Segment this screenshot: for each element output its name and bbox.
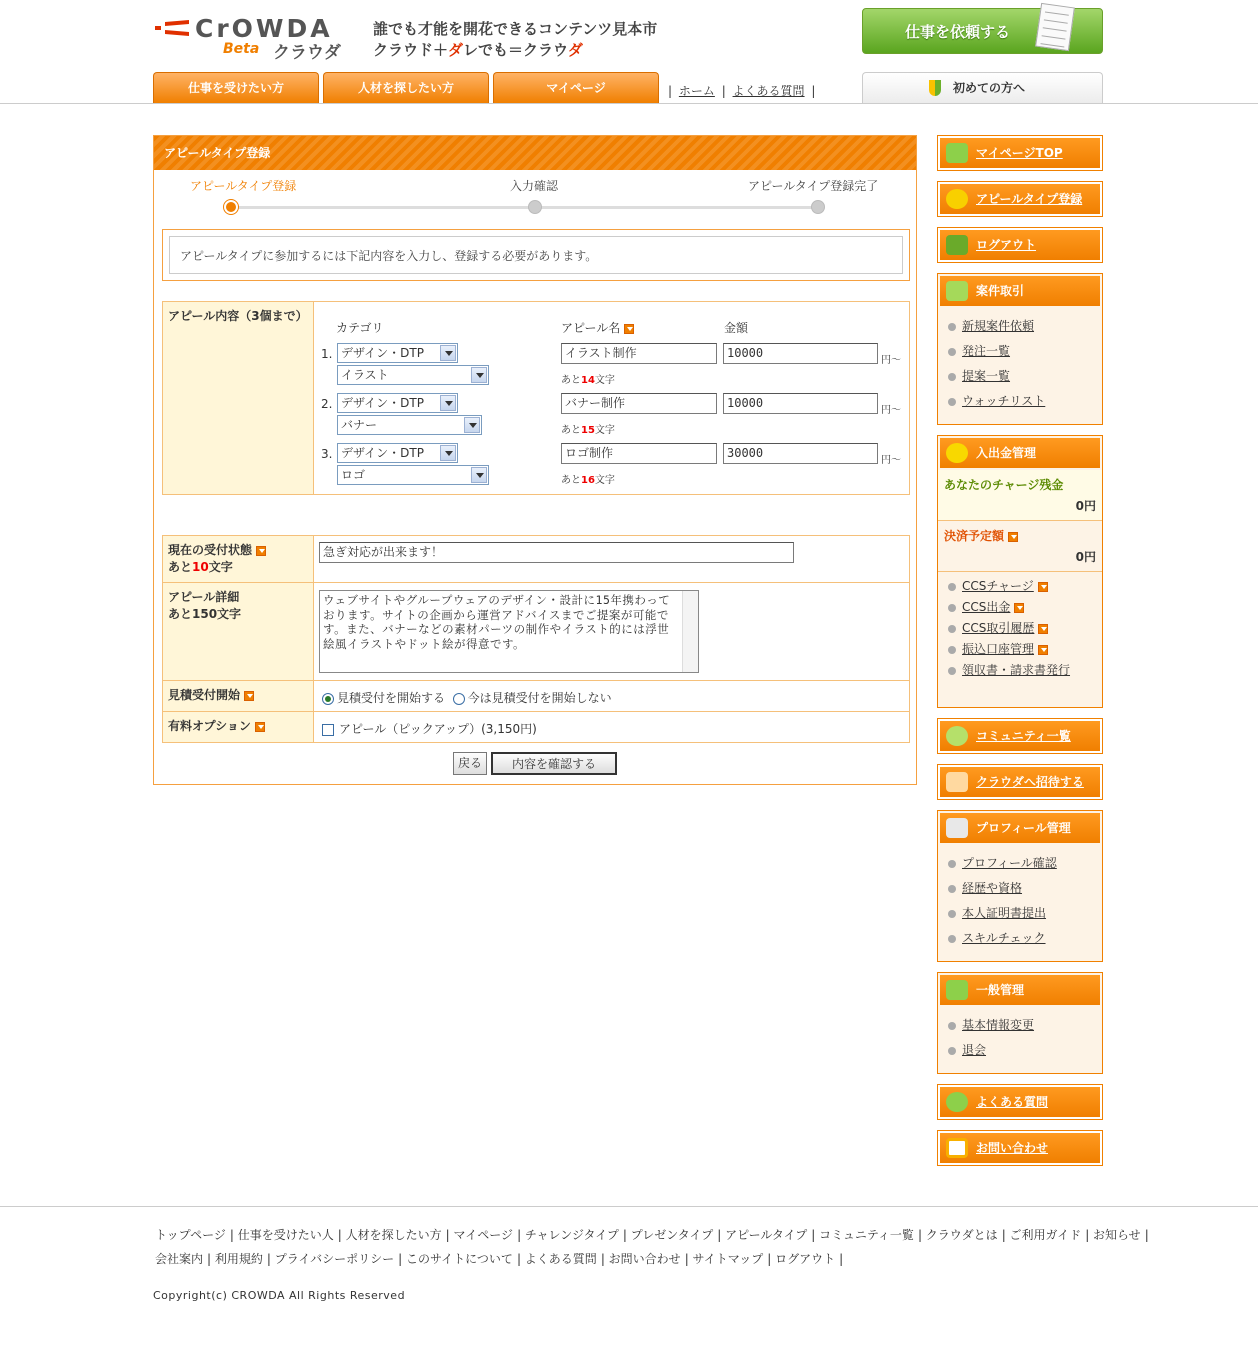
- sidebar-item-id-proof[interactable]: 本人証明書提出: [948, 901, 1102, 926]
- sidebar-item-basic-info[interactable]: 基本情報変更: [948, 1013, 1102, 1038]
- sidebar-item-watchlist[interactable]: ウォッチリスト: [948, 389, 1102, 414]
- detail-textarea[interactable]: ウェブサイトやグループウェアのデザイン・設計に15年携わっております。サイトの企画から運営アドバイスまでご提案が可能です。また、バナーなどの素材パーツの制作やイラスト的には浮世絵風イラストやドット絵が得意です。: [319, 590, 699, 673]
- sidebar-appeal-register[interactable]: アピールタイプ登録: [937, 181, 1103, 217]
- step-dot-current: [224, 200, 238, 214]
- copyright: Copyright(c) CROWDA All Rights Reserved: [153, 1289, 406, 1302]
- help-icon[interactable]: [256, 546, 266, 556]
- notice-text: アピールタイプに参加するには下記内容を入力し、登録する必要があります。: [169, 236, 903, 274]
- appeal-registration-panel: [153, 135, 917, 785]
- contact-icon: [946, 1138, 968, 1158]
- help-icon[interactable]: [1038, 582, 1048, 592]
- footer-link[interactable]: クラウダとは: [925, 1228, 998, 1242]
- footer-link[interactable]: 利用規約: [214, 1252, 263, 1266]
- footer-link[interactable]: よくある質問: [524, 1252, 597, 1266]
- person-icon: [946, 143, 968, 163]
- appeal-name-input-2[interactable]: バナー制作: [561, 393, 717, 414]
- appeal-content-table: [162, 301, 910, 495]
- charge-balance: あなたのチャージ残金 0円: [938, 470, 1102, 521]
- pickup-option-checkbox[interactable]: [322, 724, 334, 736]
- row-number: 2.: [321, 397, 333, 411]
- column-amount: 金額: [724, 321, 749, 335]
- tagline-sub: クラウド＋ダレでも＝クラウダ: [373, 41, 583, 59]
- envelope-icon: [946, 772, 968, 792]
- footer-link[interactable]: チャレンジタイプ: [524, 1228, 619, 1242]
- row-number: 3.: [321, 447, 333, 461]
- footer-link[interactable]: ログアウト: [775, 1252, 836, 1266]
- detail-label: アピール詳細 あと150文字: [163, 583, 314, 681]
- door-icon: [946, 235, 968, 255]
- logo-katakana: クラウダ: [273, 43, 341, 63]
- sidebar-contact[interactable]: お問い合わせ: [937, 1130, 1103, 1166]
- appeal-content-label: アピール内容（3個まで）: [163, 302, 314, 495]
- help-icon[interactable]: [1038, 624, 1048, 634]
- remaining-chars-1: あと14文字: [561, 375, 615, 386]
- dropdown-arrow-icon: [471, 367, 487, 383]
- sidebar-community[interactable]: コミュニティ一覧: [937, 718, 1103, 754]
- help-icon[interactable]: [1014, 603, 1024, 613]
- row-number: 1.: [321, 347, 333, 361]
- panel-title: アピールタイプ登録: [154, 136, 916, 170]
- footer-link[interactable]: プレゼンタイプ: [630, 1228, 714, 1242]
- back-button[interactable]: 戻る: [453, 752, 487, 775]
- footer-link[interactable]: サイトマップ: [692, 1252, 764, 1266]
- footer-link[interactable]: 会社案内: [155, 1252, 204, 1266]
- sidebar-deals-box: [937, 273, 1103, 425]
- footer-link[interactable]: トップページ: [155, 1228, 226, 1242]
- deal-icon: [946, 281, 968, 301]
- sidebar-item-profile-view[interactable]: プロフィール確認: [948, 851, 1102, 876]
- footer-link[interactable]: コミュニティ一覧: [819, 1228, 914, 1242]
- top-links: | ホーム | よくある質問 |: [668, 84, 816, 98]
- help-icon[interactable]: [244, 691, 254, 701]
- user-settings-icon: [946, 980, 968, 1000]
- settlement-balance: 決済予定額 0円: [938, 521, 1102, 572]
- dropdown-arrow-icon: [464, 417, 480, 433]
- first-time-button[interactable]: 初めての方へ: [862, 72, 1103, 103]
- general-title: 一般管理: [976, 983, 1025, 997]
- appeal-detail-table: [162, 535, 910, 743]
- home-link[interactable]: ホーム: [678, 84, 715, 98]
- confirm-button[interactable]: 内容を確認する: [491, 752, 617, 775]
- footer-link[interactable]: このサイトについて: [406, 1252, 513, 1266]
- help-icon[interactable]: [1008, 532, 1018, 542]
- pickup-option-label: アピール（ピックアップ）(3,150円): [339, 722, 537, 736]
- yen-unit: 円〜: [881, 455, 901, 466]
- sidebar-item-career[interactable]: 経歴や資格: [948, 876, 1102, 901]
- column-category: カテゴリ: [336, 321, 384, 335]
- profile-title: プロフィール管理: [976, 821, 1071, 835]
- help-icon[interactable]: [1038, 645, 1048, 655]
- sidebar-general-box: [937, 972, 1103, 1074]
- chat-icon: [946, 726, 968, 746]
- question-icon: [946, 1092, 968, 1112]
- tagline: 誰でも才能を開花できるコンテンツ見本市: [373, 20, 658, 38]
- faq-link[interactable]: よくある質問: [732, 84, 805, 98]
- sidebar-item-ccs-charge[interactable]: CCSチャージ: [948, 576, 1102, 597]
- step-complete: アピールタイプ登録完了: [748, 179, 879, 193]
- step-dot: [811, 200, 825, 214]
- star-icon: [946, 189, 968, 209]
- sidebar-item-ccs-history[interactable]: CCS取引履歴: [948, 618, 1102, 639]
- footer-link[interactable]: 仕事を受けたい人: [237, 1228, 334, 1242]
- footer-link[interactable]: マイページ: [453, 1228, 514, 1242]
- subcategory-select-3[interactable]: ロゴ: [337, 465, 489, 485]
- remaining-chars-3: あと16文字: [561, 475, 615, 486]
- money-title: 入出金管理: [976, 446, 1037, 460]
- step-track: [232, 206, 822, 209]
- sidebar-faq[interactable]: よくある質問: [937, 1084, 1103, 1120]
- sidebar-item-new-request[interactable]: 新規案件依頼: [948, 314, 1102, 339]
- footer-link[interactable]: お知らせ: [1093, 1228, 1141, 1242]
- deals-title: 案件取引: [976, 284, 1025, 298]
- footer-links-row1: トップページ | 仕事を受けたい人 | 人材を探したい方 | マイページ | チャレンジタイプ | プレゼンタイプ | アピールタイプ | コミュニティ一覧 | クラウダとは | ご利用ガイド | お知らせ |: [155, 1228, 1149, 1242]
- logo-wordmark: CrOWDA: [195, 14, 333, 43]
- appeal-name-input-1[interactable]: イラスト制作: [561, 343, 717, 364]
- status-input[interactable]: 急ぎ対応が出来ます！: [319, 542, 794, 563]
- site-logo[interactable]: [155, 14, 675, 64]
- profile-card-icon: [946, 818, 968, 838]
- appeal-name-input-3[interactable]: ロゴ制作: [561, 443, 717, 464]
- category-select-2[interactable]: デザイン・DTP: [337, 393, 458, 413]
- sidebar-item-receipts[interactable]: 領収書・請求書発行: [948, 660, 1102, 681]
- option-label: 有料オプション: [163, 712, 314, 743]
- appeal-content-cell: [314, 302, 910, 495]
- footer-link[interactable]: お問い合わせ: [608, 1252, 681, 1266]
- estimate-label: 見積受付開始: [163, 681, 314, 712]
- progress-steps: [154, 170, 916, 224]
- site-header: [0, 0, 1258, 104]
- category-select-1[interactable]: デザイン・DTP: [337, 343, 458, 363]
- footer-link[interactable]: アピールタイプ: [725, 1228, 808, 1242]
- dropdown-arrow-icon: [440, 445, 456, 461]
- category-select-3[interactable]: デザイン・DTP: [337, 443, 458, 463]
- yen-unit: 円〜: [881, 405, 901, 416]
- subcategory-select-2[interactable]: バナー: [337, 415, 482, 435]
- nav-tab-find-people[interactable]: 人材を探したい方: [323, 72, 489, 103]
- sidebar-mypage-top[interactable]: マイページTOP: [937, 135, 1103, 171]
- logo-mark-icon: [155, 18, 191, 38]
- nav-tab-take-work[interactable]: 仕事を受けたい方: [153, 72, 319, 103]
- dropdown-arrow-icon: [440, 345, 456, 361]
- sidebar-item-proposals[interactable]: 提案一覧: [948, 364, 1102, 389]
- help-icon[interactable]: [255, 722, 265, 732]
- sidebar-item-withdraw[interactable]: 退会: [948, 1038, 1102, 1063]
- remaining-chars-2: あと15文字: [561, 425, 615, 436]
- sidebar-invite[interactable]: クラウダへ招待する: [937, 764, 1103, 800]
- yen-unit: 円〜: [881, 355, 901, 366]
- estimate-stop-radio[interactable]: [453, 693, 465, 705]
- help-icon[interactable]: [624, 324, 634, 334]
- step-confirm: 入力確認: [510, 179, 559, 193]
- amount-input-3[interactable]: 30000: [723, 443, 878, 464]
- amount-input-2[interactable]: 10000: [723, 393, 878, 414]
- dropdown-arrow-icon: [471, 467, 487, 483]
- footer-links-row2: 会社案内 | 利用規約 | プライバシーポリシー | このサイトについて | よくある質問 | お問い合わせ | サイトマップ | ログアウト |: [155, 1252, 844, 1266]
- sidebar-item-orders[interactable]: 発注一覧: [948, 339, 1102, 364]
- sidebar-item-ccs-withdraw[interactable]: CCS出金: [948, 597, 1102, 618]
- step-register: アピールタイプ登録: [190, 179, 297, 193]
- footer-link[interactable]: ご利用ガイド: [1009, 1228, 1082, 1242]
- column-appeal-name: アピール名: [561, 319, 634, 336]
- logo-beta: Beta: [223, 41, 260, 57]
- amount-input-1[interactable]: 10000: [723, 343, 878, 364]
- textarea-scrollbar[interactable]: [682, 591, 698, 672]
- estimate-start-label: 見積受付を開始する: [337, 691, 446, 705]
- sidebar-logout[interactable]: ログアウト: [937, 227, 1103, 263]
- sidebar-profile-box: [937, 810, 1103, 962]
- dropdown-arrow-icon: [440, 395, 456, 411]
- beginner-leaf-icon: [929, 80, 941, 96]
- footer-divider: [0, 1206, 1258, 1207]
- sidebar-item-skill-check[interactable]: スキルチェック: [948, 926, 1102, 951]
- request-job-button[interactable]: 仕事を依頼する: [862, 8, 1103, 54]
- document-icon: [1035, 3, 1075, 51]
- sidebar-money-box: [937, 435, 1103, 708]
- nav-tab-mypage[interactable]: マイページ: [493, 72, 659, 103]
- estimate-stop-label: 今は見積受付を開始しない: [467, 691, 612, 705]
- footer-link[interactable]: プライバシーポリシー: [274, 1252, 395, 1266]
- estimate-start-radio[interactable]: [322, 693, 334, 705]
- subcategory-select-1[interactable]: イラスト: [337, 365, 489, 385]
- step-dot: [528, 200, 542, 214]
- sidebar-item-bank-account[interactable]: 振込口座管理: [948, 639, 1102, 660]
- status-label: 現在の受付状態 あと10文字: [163, 536, 314, 583]
- notice-box: [162, 229, 910, 281]
- footer-link[interactable]: 人材を探したい方: [345, 1228, 442, 1242]
- coin-icon: [946, 443, 968, 463]
